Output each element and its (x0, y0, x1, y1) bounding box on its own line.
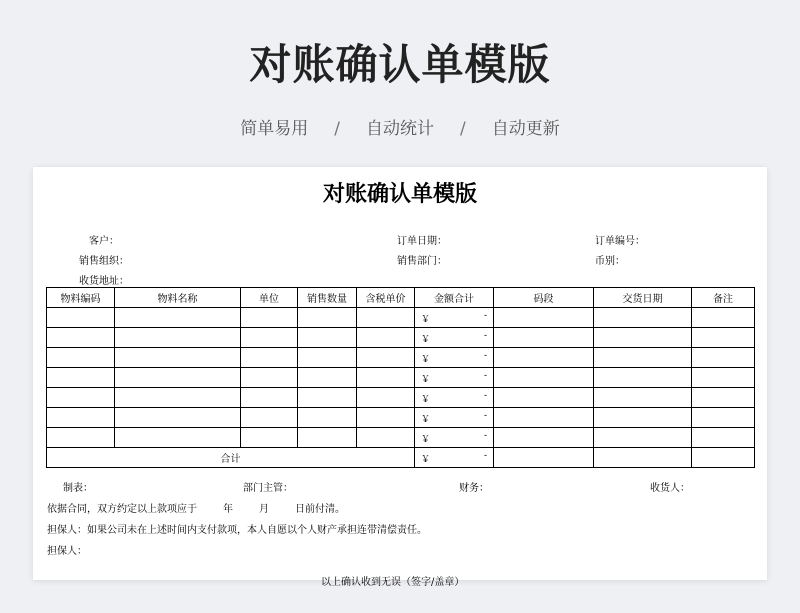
table-cell[interactable] (494, 388, 594, 408)
dept-manager-label: 部门主管： (243, 483, 293, 494)
table-cell[interactable] (357, 408, 415, 428)
table-cell[interactable] (47, 328, 115, 348)
table-cell[interactable] (298, 308, 357, 328)
table-cell[interactable] (47, 388, 115, 408)
table-cell[interactable] (692, 388, 755, 408)
amount-value: - (483, 331, 487, 341)
table-cell[interactable] (47, 368, 115, 388)
currency-label: 币别： (595, 256, 625, 267)
table-cell[interactable] (298, 408, 357, 428)
table-cell[interactable] (594, 368, 692, 388)
contract-lead: 依据合同，双方约定以上款项应于 (47, 504, 197, 515)
amount-cell (415, 388, 494, 408)
amount-cell (415, 368, 494, 388)
column-header: 金额合计 (415, 288, 494, 308)
table-cell[interactable] (692, 408, 755, 428)
finance-label: 财务： (459, 483, 489, 494)
currency-symbol: ￥ (421, 375, 431, 385)
amount-cell (415, 308, 494, 328)
column-header: 码段 (494, 288, 594, 308)
table-row (47, 348, 755, 368)
table-cell[interactable] (594, 328, 692, 348)
statement-table (46, 287, 755, 468)
amount-value: - (483, 311, 487, 321)
table-cell[interactable] (298, 428, 357, 448)
table-row (47, 368, 755, 388)
amount-value: - (483, 391, 487, 401)
table-cell[interactable] (494, 428, 594, 448)
tag-auto-update: 自动更新 (491, 119, 560, 139)
table-cell[interactable] (494, 348, 594, 368)
table-row (47, 388, 755, 408)
table-cell[interactable] (241, 428, 298, 448)
table-cell[interactable] (692, 308, 755, 328)
contract-year: 年 (223, 504, 233, 515)
tag-easy: 简单易用 (240, 119, 309, 139)
table-body (47, 308, 755, 468)
table-cell[interactable] (47, 408, 115, 428)
column-header: 备注 (692, 288, 755, 308)
page-title: 对账确认单模版 (249, 40, 551, 89)
customer-label: 客户： (89, 236, 119, 247)
total-amount-cell (415, 448, 494, 468)
amount-cell (415, 408, 494, 428)
table-cell[interactable] (47, 348, 115, 368)
table-cell[interactable] (692, 428, 755, 448)
column-header: 交货日期 (594, 288, 692, 308)
table-cell[interactable] (115, 428, 241, 448)
table-cell[interactable] (115, 308, 241, 328)
feature-tags (0, 114, 800, 139)
table-cell[interactable] (115, 348, 241, 368)
contract-statement (47, 500, 345, 515)
table-cell[interactable] (494, 408, 594, 428)
total-amount-value: - (483, 451, 487, 461)
table-cell[interactable] (298, 328, 357, 348)
receiver-address-label: 收货地址： (79, 276, 129, 287)
table-cell[interactable] (594, 308, 692, 328)
table-row (47, 308, 755, 328)
table-cell[interactable] (115, 328, 241, 348)
amount-cell (415, 328, 494, 348)
table-cell[interactable] (692, 448, 755, 468)
total-label: 合计 (47, 448, 415, 468)
column-header: 物料名称 (115, 288, 241, 308)
table-cell[interactable] (494, 448, 594, 468)
currency-symbol: ￥ (421, 395, 431, 405)
table-cell[interactable] (594, 428, 692, 448)
column-header: 物料编码 (47, 288, 115, 308)
receiver-label: 收货人： (650, 483, 690, 494)
table-cell[interactable] (692, 328, 755, 348)
table-cell[interactable] (115, 388, 241, 408)
currency-symbol: ￥ (421, 355, 431, 365)
currency-symbol: ￥ (421, 335, 431, 345)
table-cell[interactable] (47, 308, 115, 328)
table-cell[interactable] (241, 408, 298, 428)
table-row (47, 328, 755, 348)
table-cell[interactable] (241, 388, 298, 408)
contract-tail: 日前付清。 (295, 504, 345, 515)
guarantor-label: 担保人： (47, 546, 87, 557)
table-cell[interactable] (494, 368, 594, 388)
table-cell[interactable] (241, 368, 298, 388)
table-cell[interactable] (594, 408, 692, 428)
currency-symbol: ￥ (421, 455, 431, 465)
currency-symbol: ￥ (421, 435, 431, 445)
total-row (47, 448, 755, 468)
document-preview (33, 167, 767, 588)
currency-symbol: ￥ (421, 315, 431, 325)
table-cell[interactable] (357, 428, 415, 448)
column-header: 单位 (241, 288, 298, 308)
amount-value: - (483, 351, 487, 361)
table-cell[interactable] (357, 308, 415, 328)
table-cell[interactable] (692, 368, 755, 388)
table-header-row (47, 288, 755, 308)
amount-cell (415, 428, 494, 448)
amount-value: - (483, 371, 487, 381)
table-cell[interactable] (298, 388, 357, 408)
table-cell[interactable] (357, 368, 415, 388)
table-row (47, 408, 755, 428)
table-cell[interactable] (357, 388, 415, 408)
sales-dept-label: 销售部门： (397, 256, 447, 267)
table-cell[interactable] (47, 428, 115, 448)
order-date-label: 订单日期： (397, 236, 447, 247)
table-row (47, 428, 755, 448)
amount-value: - (483, 411, 487, 421)
tag-auto-stat: 自动统计 (366, 119, 434, 139)
tag-separator: / (334, 119, 340, 139)
contract-month: 月 (259, 504, 269, 515)
table-cell[interactable] (494, 308, 594, 328)
sales-org-label: 销售组织： (79, 256, 129, 267)
column-header: 销售数量 (298, 288, 357, 308)
confirmation-note: 以上确认收到无误（签字/盖章） (321, 577, 465, 588)
table-cell[interactable] (115, 408, 241, 428)
table-cell[interactable] (241, 308, 298, 328)
order-number-label: 订单编号： (595, 236, 645, 247)
table-cell[interactable] (115, 368, 241, 388)
table-cell[interactable] (494, 328, 594, 348)
amount-value: - (483, 431, 487, 441)
currency-symbol: ￥ (421, 415, 431, 425)
table-cell[interactable] (594, 388, 692, 408)
document-title: 对账确认单模版 (322, 181, 477, 207)
column-header: 含税单价 (357, 288, 415, 308)
amount-cell (415, 348, 494, 368)
guarantee-statement: 担保人：如果公司未在上述时间内支付款项，本人自愿以个人财产承担连带清偿责任。 (47, 525, 427, 536)
table-cell[interactable] (357, 328, 415, 348)
table-cell[interactable] (594, 348, 692, 368)
table-cell[interactable] (298, 368, 357, 388)
maker-label: 制表： (63, 483, 93, 494)
table-cell[interactable] (241, 328, 298, 348)
table-cell[interactable] (594, 448, 692, 468)
tag-separator: / (460, 119, 466, 139)
table-cell[interactable] (298, 348, 357, 368)
table-cell[interactable] (241, 348, 298, 368)
table-cell[interactable] (692, 348, 755, 368)
table-cell[interactable] (357, 348, 415, 368)
